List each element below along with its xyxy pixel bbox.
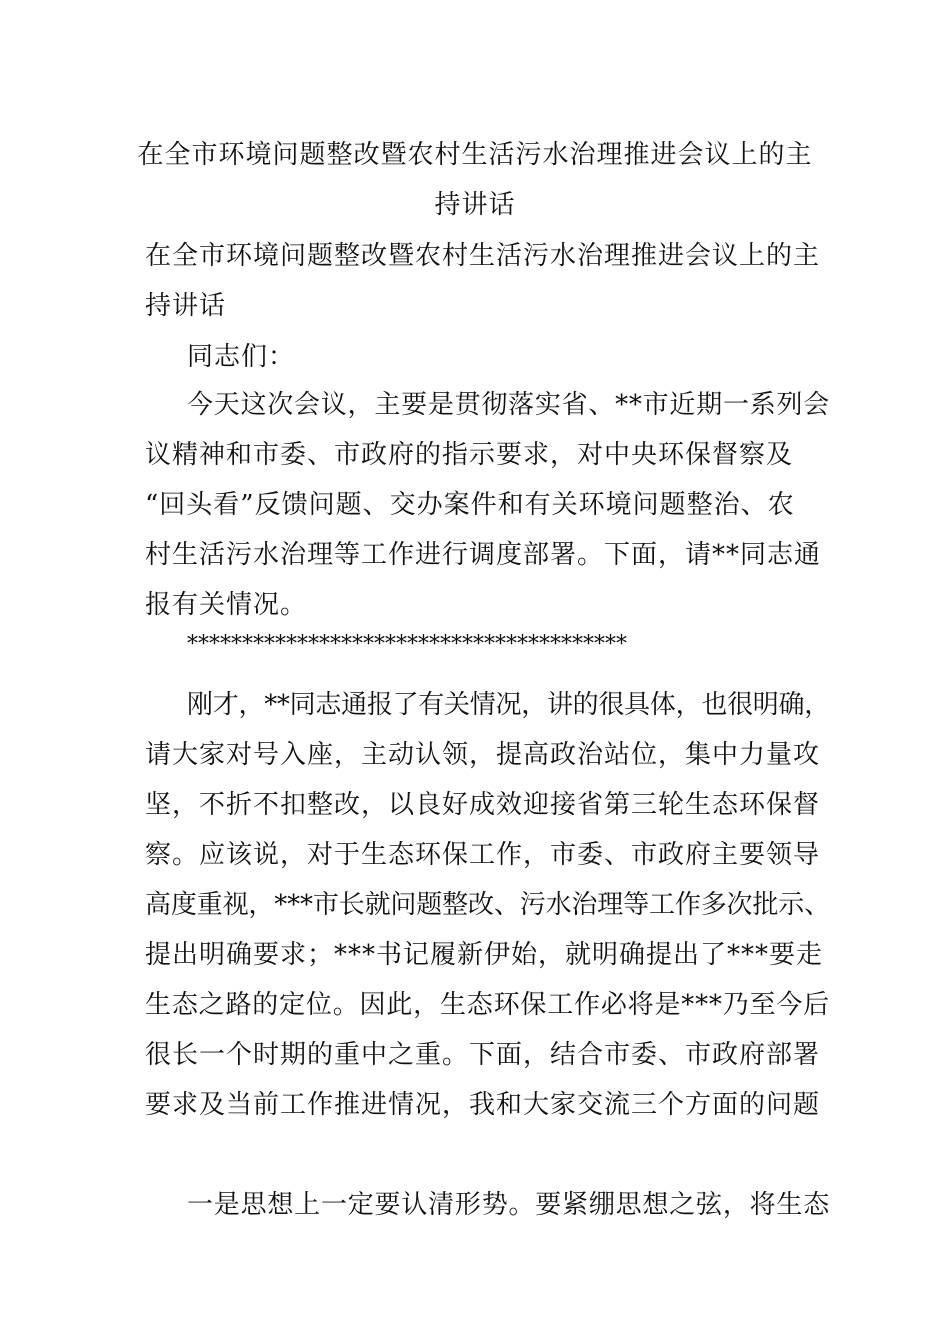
paragraph-2-line-9: 要求及当前工作推进情况，我和大家交流三个方面的问题	[145, 1090, 821, 1120]
heading-line-2: 持讲话	[145, 291, 227, 321]
paragraph-2-line-7: 生态之路的定位。因此，生态环保工作必将是***乃至今后	[145, 990, 830, 1020]
paragraph-1-line-3: “回头看”反馈问题、交办案件和有关环境问题整治、农	[145, 490, 795, 520]
paragraph-1-line-5: 报有关情况。	[145, 590, 308, 620]
paragraph-2-line-6: 提出明确要求；***书记履新伊始，就明确提出了***要走	[145, 940, 824, 970]
document-title-line-1: 在全市环境问题整改暨农村生活污水治理推进会议上的主	[137, 140, 813, 170]
paragraph-2-line-3: 坚，不折不扣整改，以良好成效迎接省第三轮生态环保督	[145, 790, 821, 820]
document-title-line-2: 持讲话	[434, 190, 516, 220]
paragraph-2-line-5: 高度重视，***市长就问题整改、污水治理等工作多次批示、	[145, 890, 830, 920]
heading-line-1: 在全市环境问题整改暨农村生活污水治理推进会议上的主	[145, 241, 821, 271]
paragraph-2-line-8: 很长一个时期的重中之重。下面，结合市委、市政府部署	[145, 1040, 821, 1070]
separator-asterisks: ****************************************	[187, 632, 627, 657]
paragraph-2-line-2: 请大家对号入座，主动认领，提高政治站位，集中力量攻	[145, 740, 821, 770]
paragraph-2-line-1: 刚才，**同志通报了有关情况，讲的很具体，也很明确，	[187, 690, 830, 720]
paragraph-1-line-4: 村生活污水治理等工作进行调度部署。下面，请**同志通	[145, 540, 822, 570]
paragraph-2-line-4: 察。应该说，对于生态环保工作，市委、市政府主要领导	[145, 840, 821, 870]
paragraph-1-line-1: 今天这次会议，主要是贯彻落实省、**市近期一系列会	[187, 390, 830, 420]
paragraph-1-line-2: 议精神和市委、市政府的指示要求，对中央环保督察及	[145, 440, 794, 470]
salutation: 同志们：	[187, 342, 296, 372]
paragraph-3-line-1: 一是思想上一定要认清形势。要紧绷思想之弦，将生态	[187, 1190, 830, 1220]
